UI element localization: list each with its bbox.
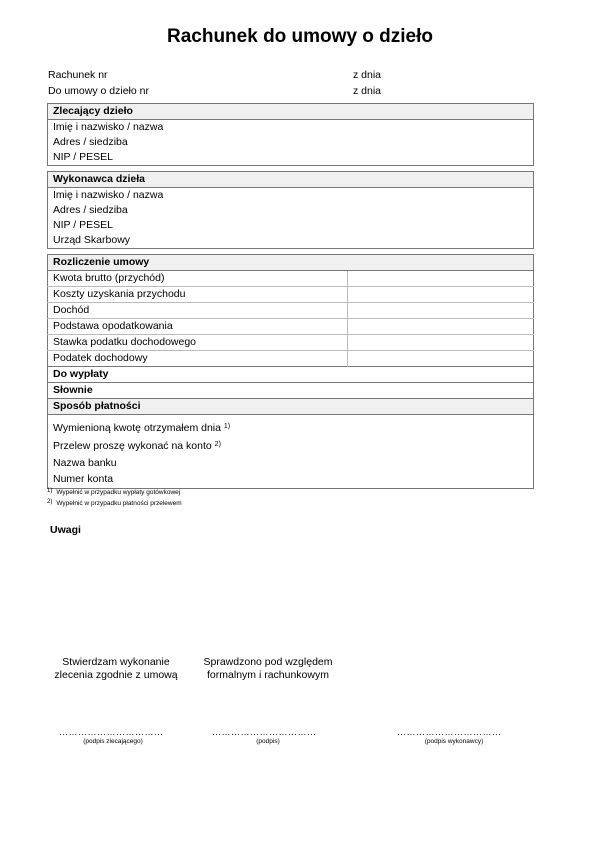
settlement-row-label: Podstawa opodatkowania [48,319,348,335]
section-heading: Rozliczenie umowy [48,255,534,271]
contractor-section [47,171,534,249]
field-label: Adres / siedziba [53,136,128,148]
settlement-row-label: Podatek dochodowy [53,352,148,364]
transfer-label: Przelew proszę wykonać na konto [53,439,212,452]
settlement-row-label: Kwota brutto (przychód) [48,271,348,287]
settlement-section [47,254,534,399]
footnote-2: $^{2)}$ Wypełnić w przypadku płatności przelewem [47,499,182,507]
contract-date-label: z dnia [353,85,382,97]
field-label: Urząd Skarbowy [53,234,131,246]
signature-line-right: …………………………… [397,727,502,737]
signature-label-contractor: (podpis wykonawcy) [424,738,484,745]
in-words-label: Słownie [48,383,534,399]
field-label: NIP / PESEL [53,219,113,231]
transfer-row [48,437,534,455]
bank-name-label: Nazwa banku [53,456,117,469]
footnote-1: $^{1)}$ Wypełnić w przypadku wypłaty gotówkowej [47,488,181,496]
invoice-number-label: Rachunek nr [48,69,108,81]
remarks-label: Uwagi [50,524,81,536]
footnote-mark: 1) [223,422,231,430]
settlement-row-label: Stawka podatku dochodowego [48,335,348,351]
signature-label: (podpis) [256,738,280,745]
field-label: Imię i nazwisko / nazwa [53,189,164,201]
settlement-row-label: Dochód [48,303,348,319]
signature-line-mid: …………………………… [212,727,317,737]
field-label: NIP / PESEL [53,151,113,163]
signature-label-commissioner: (podpis zlecającego) [83,738,143,745]
commissioner-section [47,103,534,166]
settlement-value-cell [348,351,534,367]
signature-line-left: …………………………… [59,727,164,737]
payment-section [47,398,534,489]
section-heading: Zlecający dzieło [48,104,534,120]
field-label: Imię i nazwisko / nazwa [53,121,164,133]
settlement-value-cell [348,287,534,303]
settlement-value-cell [348,319,534,335]
settlement-value-cell [348,335,534,351]
settlement-row-label: Koszty uzyskania przychodu [48,287,348,303]
contract-number-label: Do umowy o dzieło nr [48,85,149,97]
confirm-execution-text: Stwierdzam wykonanie zlecenia zgodnie z umową [54,656,178,681]
payout-label: Do wypłaty [48,367,534,383]
field-label: Adres / siedziba [53,204,128,216]
confirm-check-text: Sprawdzono pod względem formalnym i rachunkowym [203,656,333,681]
account-number-label: Numer konta [53,473,114,485]
settlement-value-cell [348,303,534,319]
section-heading: Wykonawca dzieła [48,172,534,188]
footnote-mark: 2) [214,440,221,448]
invoice-date-label: z dnia [353,69,382,81]
section-heading: Sposób płatności [48,399,534,415]
cash-received-row [48,415,534,438]
cash-received-label: Wymienioną kwotę otrzymałem dnia [53,421,221,434]
settlement-value-cell [348,271,534,287]
page-title: Rachunek do umowy o dzieło [166,26,434,47]
